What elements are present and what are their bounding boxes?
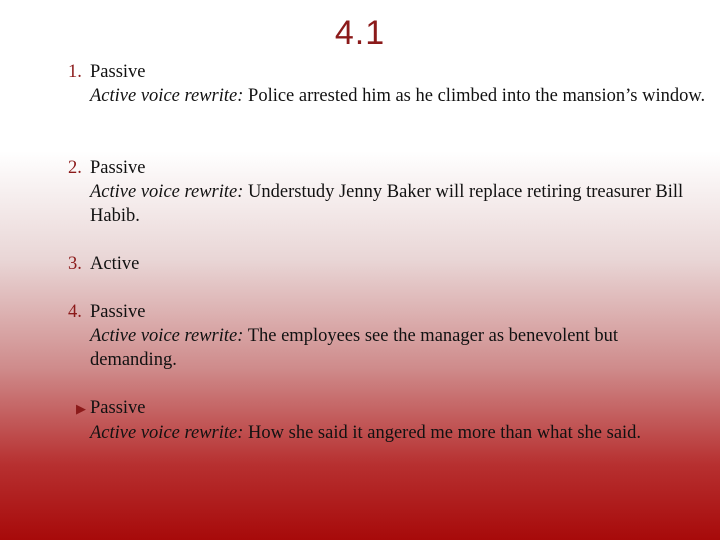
rewrite-text: The employees see the manager as benevolent but demanding. (90, 326, 619, 370)
rewrite-label: Active voice rewrite: (90, 86, 244, 106)
item-number: 2. (68, 158, 82, 178)
exercise-item-1 (68, 60, 708, 108)
active-rewrite (68, 180, 708, 228)
rewrite-text: How she said it angered me more than what she said. (248, 423, 642, 443)
rewrite-text: Police arrested him as he climbed into the mansion’s window. (248, 86, 706, 106)
exercise-item-2 (68, 156, 708, 228)
exercise-item-4 (68, 300, 708, 372)
voice-type-label: Active (90, 254, 140, 274)
item-number: 3. (68, 254, 82, 274)
exercise-item-5 (68, 396, 708, 445)
voice-type-label: Passive (90, 302, 146, 322)
active-rewrite (68, 324, 708, 372)
voice-type-label: Passive (90, 398, 146, 418)
item-number: 1. (68, 62, 82, 82)
voice-type-label: Passive (90, 62, 146, 82)
active-rewrite (68, 421, 708, 445)
voice-type-label: Passive (90, 158, 146, 178)
active-rewrite (68, 84, 708, 108)
rewrite-label: Active voice rewrite: (90, 182, 244, 202)
slide-title: 4.1 (334, 14, 386, 52)
rewrite-text: Understudy Jenny Baker will replace retiring treasurer Bill Habib. (90, 182, 684, 226)
exercise-item-3 (68, 252, 708, 276)
item-number: 4. (68, 302, 82, 322)
rewrite-label: Active voice rewrite: (90, 326, 244, 346)
triangle-bullet-icon: ▶ (76, 401, 86, 416)
rewrite-label: Active voice rewrite: (90, 423, 244, 443)
